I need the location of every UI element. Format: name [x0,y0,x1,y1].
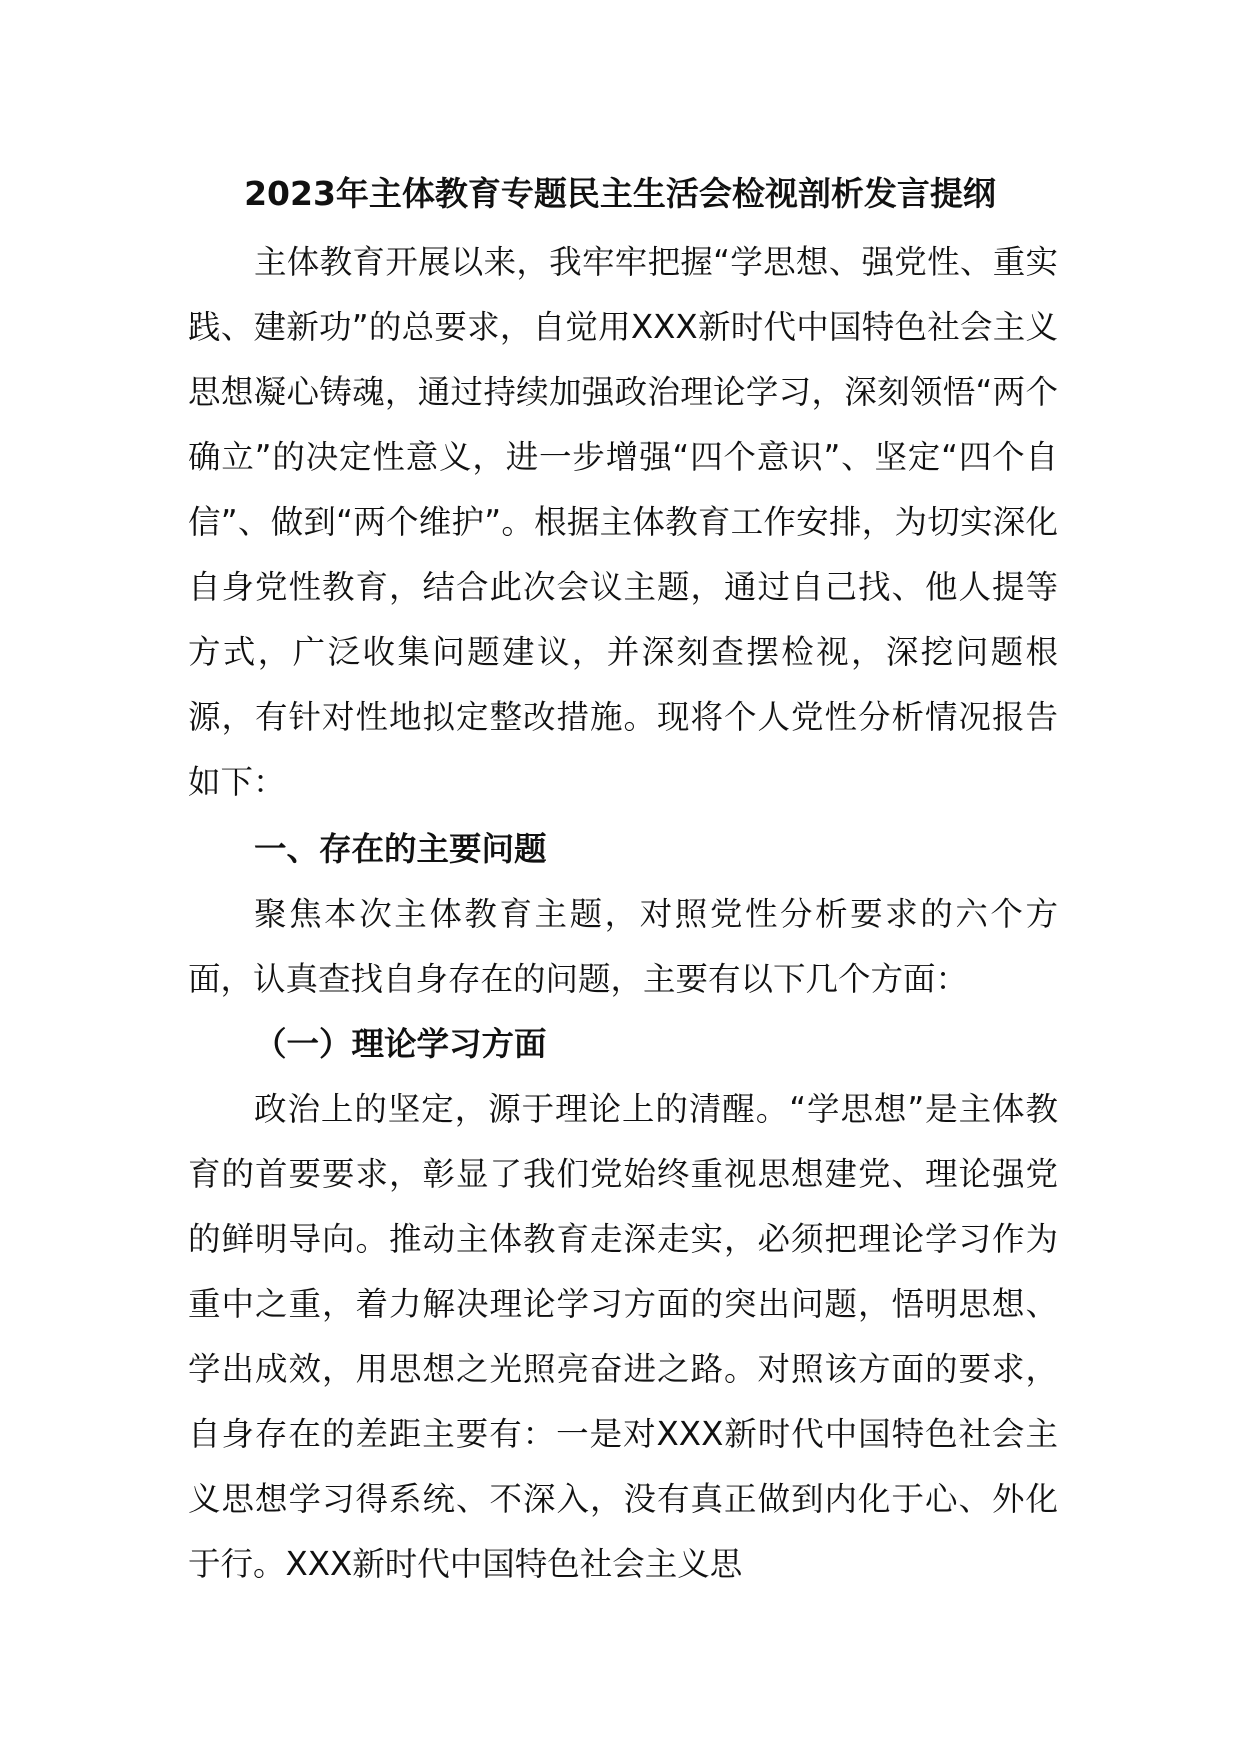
subsection-paragraph-theory-study: 政治上的坚定，源于理论上的清醒。“学思想”是主体教育的首要要求，彰显了我们党始终重视思想建党、理论强党的鲜明导向。推动主体教育走深走实，必须把理论学习作为重中之重，着力解决理论学习方面的突出问题，悟明思想、学出成效，用思想之光照亮奋进之路。对照该方面的要求，自身存在的差距主要有：一是对XXX新时代中国特色社会主义思想学习得系统、不深入，没有真正做到内化于心、外化于行。XXX新时代中国特色社会主义思 [188,1090,1058,1583]
section-heading-problems: 一、存在的主要问题 [254,830,547,868]
section-paragraph-problems: 聚焦本次主体教育主题，对照党性分析要求的六个方面，认真查找自身存在的问题，主要有以下几个方面： [188,895,1058,998]
intro-paragraph: 主体教育开展以来，我牢牢把握“学思想、强党性、重实践、建新功”的总要求，自觉用XXX新时代中国特色社会主义思想凝心铸魂，通过持续加强政治理论学习，深刻领悟“两个确立”的决定性意义，进一步增强“四个意识”、坚定“四个自信”、做到“两个维护”。根据主体教育工作安排，为切实深化自身党性教育，结合此次会议主题，通过自己找、他人提等方式，广泛收集问题建议，并深刻查摆检视，深挖问题根源，有针对性地拟定整改措施。现将个人党性分析情况报告如下： [188,243,1058,801]
document-title: 2023年主体教育专题民主生活会检视剖析发言提纲 [244,174,996,213]
subsection-heading-theory-study: （一）理论学习方面 [254,1025,547,1063]
